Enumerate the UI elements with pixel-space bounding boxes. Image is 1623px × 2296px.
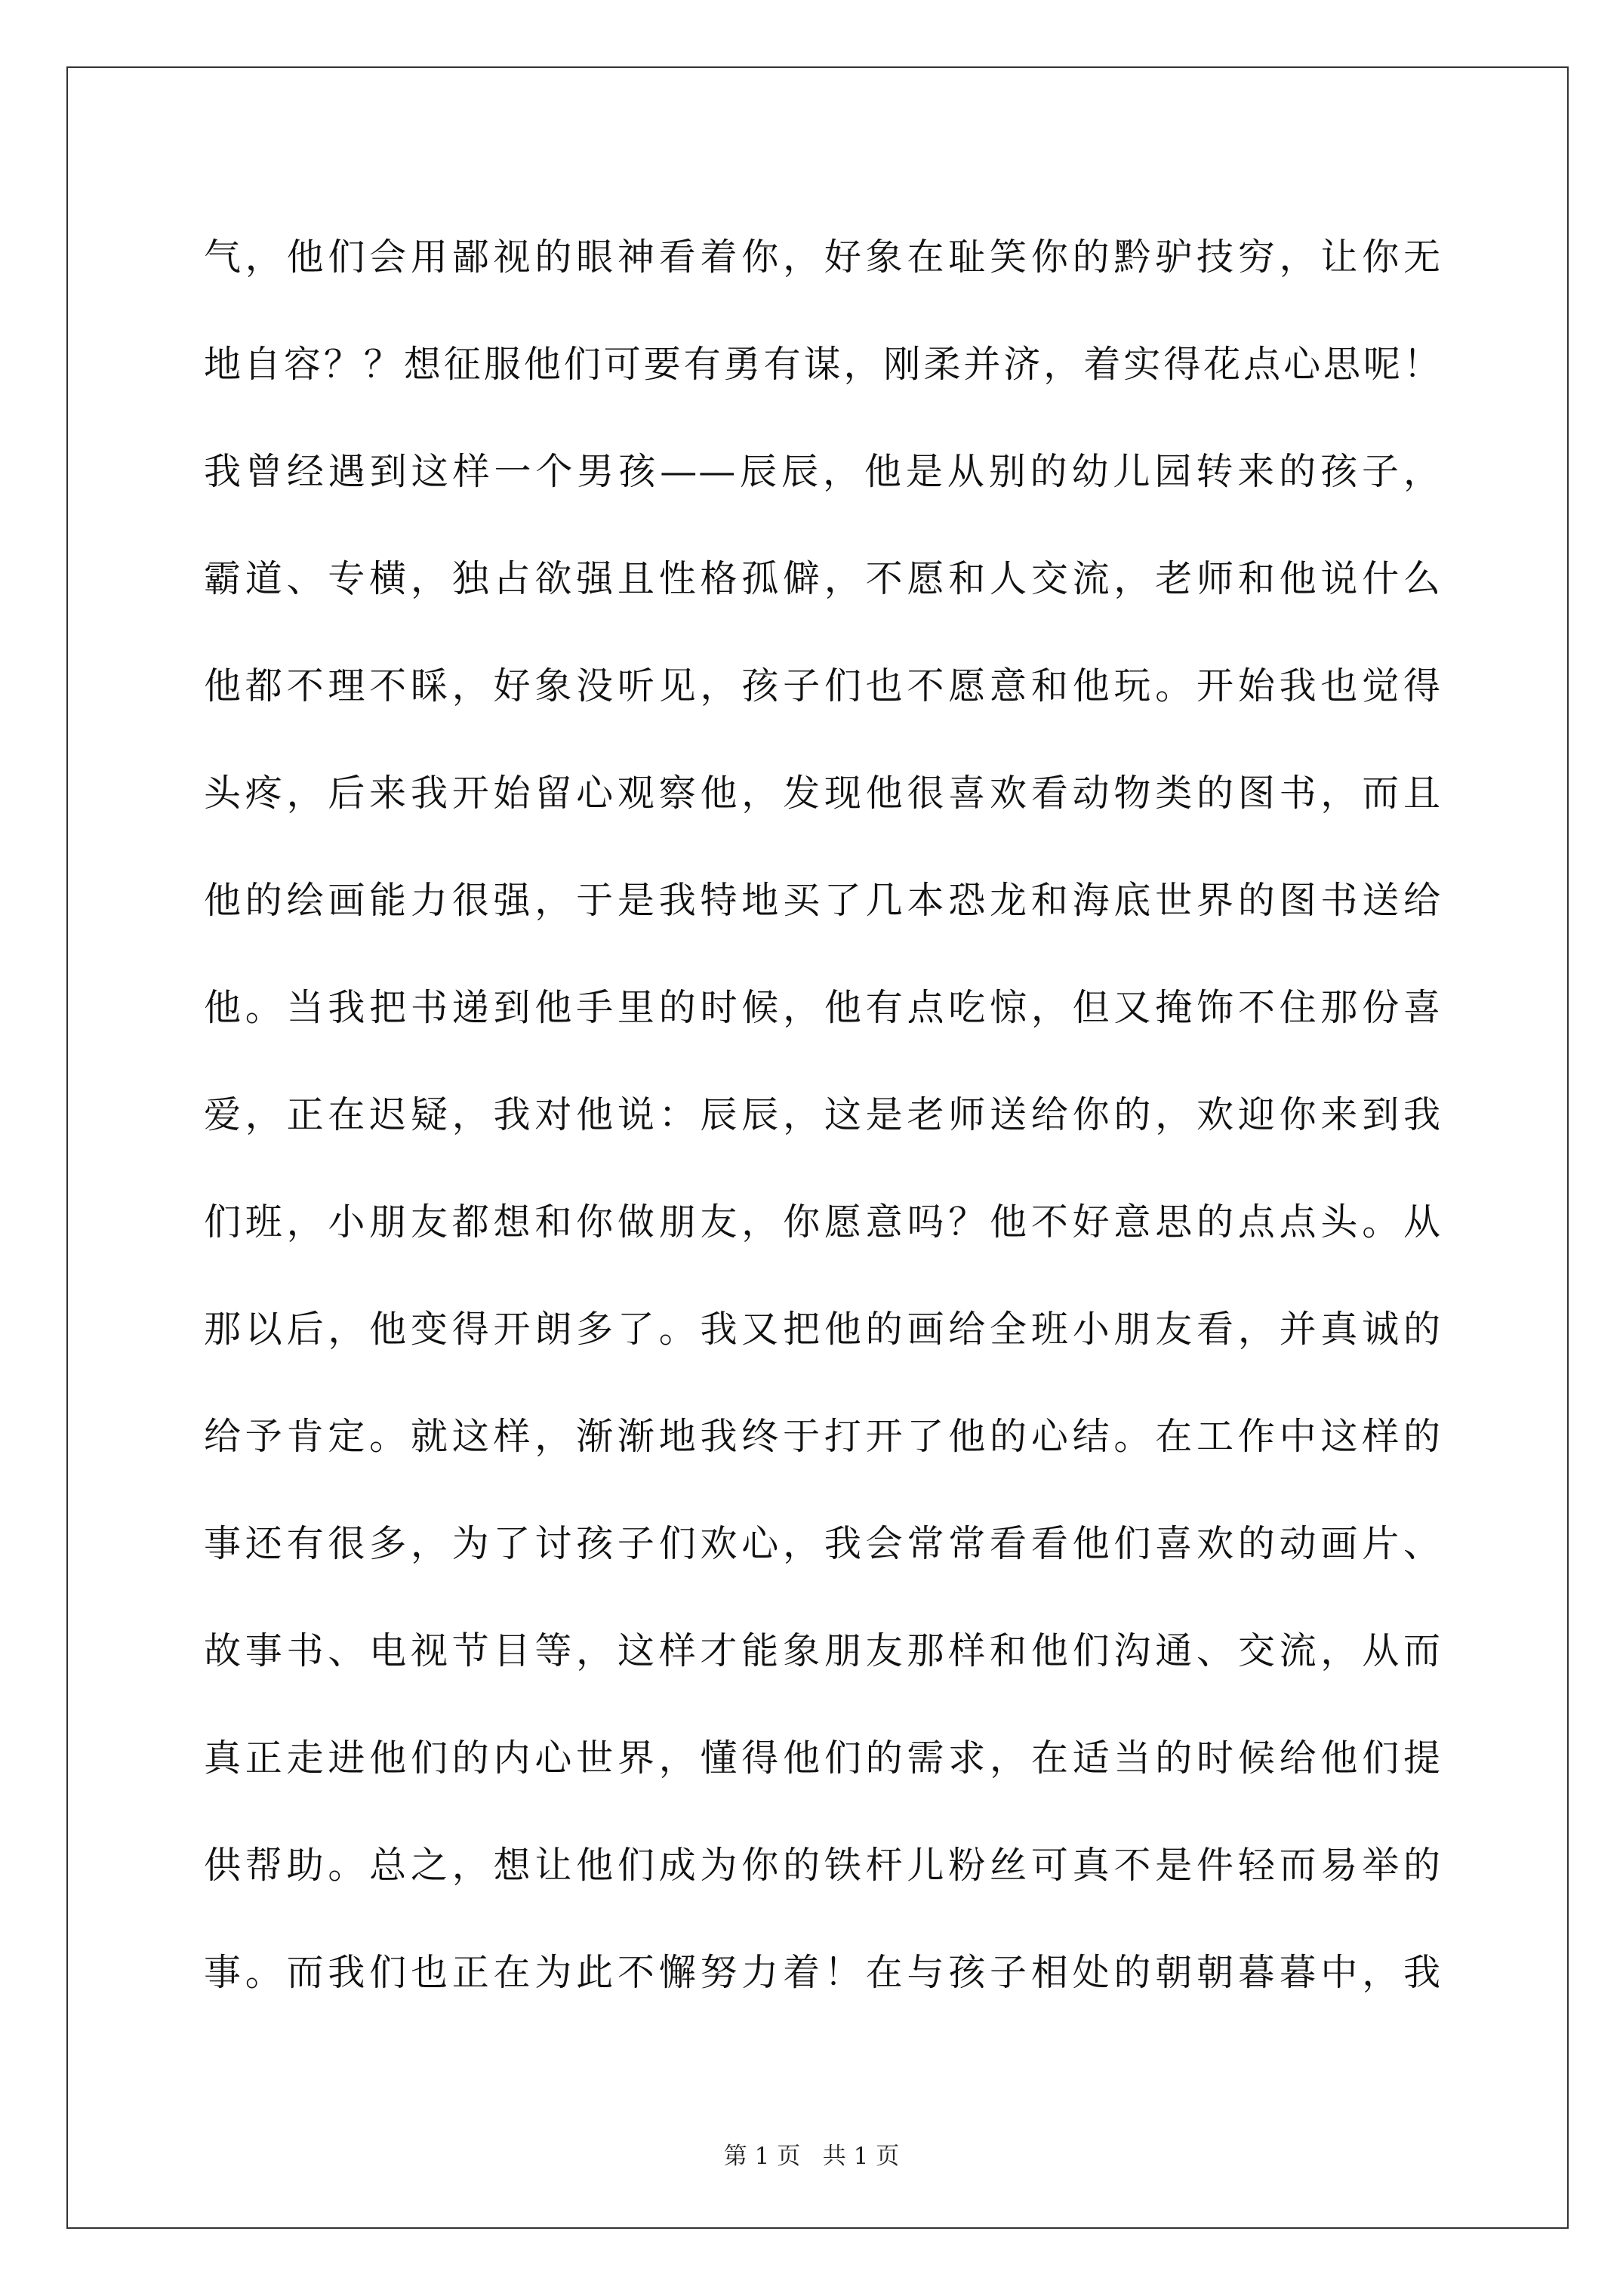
text-line: 他的绘画能力很强，于是我特地买了几本恐龙和海底世界的图书送给 — [204, 879, 1442, 922]
text-line: 他都不理不睬，好象没听见，孩子们也不愿意和他玩。开始我也觉得 — [204, 664, 1442, 707]
page-footer: 第 1 页 共 1 页 — [723, 2143, 900, 2170]
text-line: 们班，小朋友都想和你做朋友，你愿意吗？他不好意思的点点头。从 — [204, 1200, 1442, 1244]
text-line: 事还有很多，为了讨孩子们欢心，我会常常看看他们喜欢的动画片、 — [204, 1522, 1442, 1565]
text-line: 霸道、专横，独占欲强且性格孤僻，不愿和人交流，老师和他说什么 — [204, 557, 1442, 600]
text-line: 给予肯定。就这样，渐渐地我终于打开了他的心结。在工作中这样的 — [204, 1415, 1442, 1458]
text-line: 气，他们会用鄙视的眼神看着你，好象在耻笑你的黔驴技穷，让你无 — [204, 236, 1442, 279]
text-line: 我曾经遇到这样一个男孩——辰辰，他是从别的幼儿园转来的孩子， — [204, 450, 1442, 493]
text-line: 事。而我们也正在为此不懈努力着！在与孩子相处的朝朝暮暮中，我 — [204, 1951, 1442, 1994]
text-line: 故事书、电视节目等，这样才能象朋友那样和他们沟通、交流，从而 — [204, 1629, 1442, 1672]
text-line: 他。当我把书递到他手里的时候，他有点吃惊，但又掩饰不住那份喜 — [204, 986, 1442, 1029]
text-line: 爱，正在迟疑，我对他说：辰辰，这是老师送给你的，欢迎你来到我 — [204, 1093, 1442, 1136]
text-line: 真正走进他们的内心世界，懂得他们的需求，在适当的时候给他们提 — [204, 1737, 1442, 1780]
document-body — [204, 204, 1442, 2026]
text-line: 那以后，他变得开朗多了。我又把他的画给全班小朋友看，并真诚的 — [204, 1308, 1442, 1351]
text-line: 地自容？？想征服他们可要有勇有谋，刚柔并济，着实得花点心思呢！ — [204, 343, 1442, 386]
text-line: 头疼，后来我开始留心观察他，发现他很喜欢看动物类的图书，而且 — [204, 772, 1442, 815]
text-line: 供帮助。总之，想让他们成为你的铁杆儿粉丝可真不是件轻而易举的 — [204, 1844, 1442, 1887]
